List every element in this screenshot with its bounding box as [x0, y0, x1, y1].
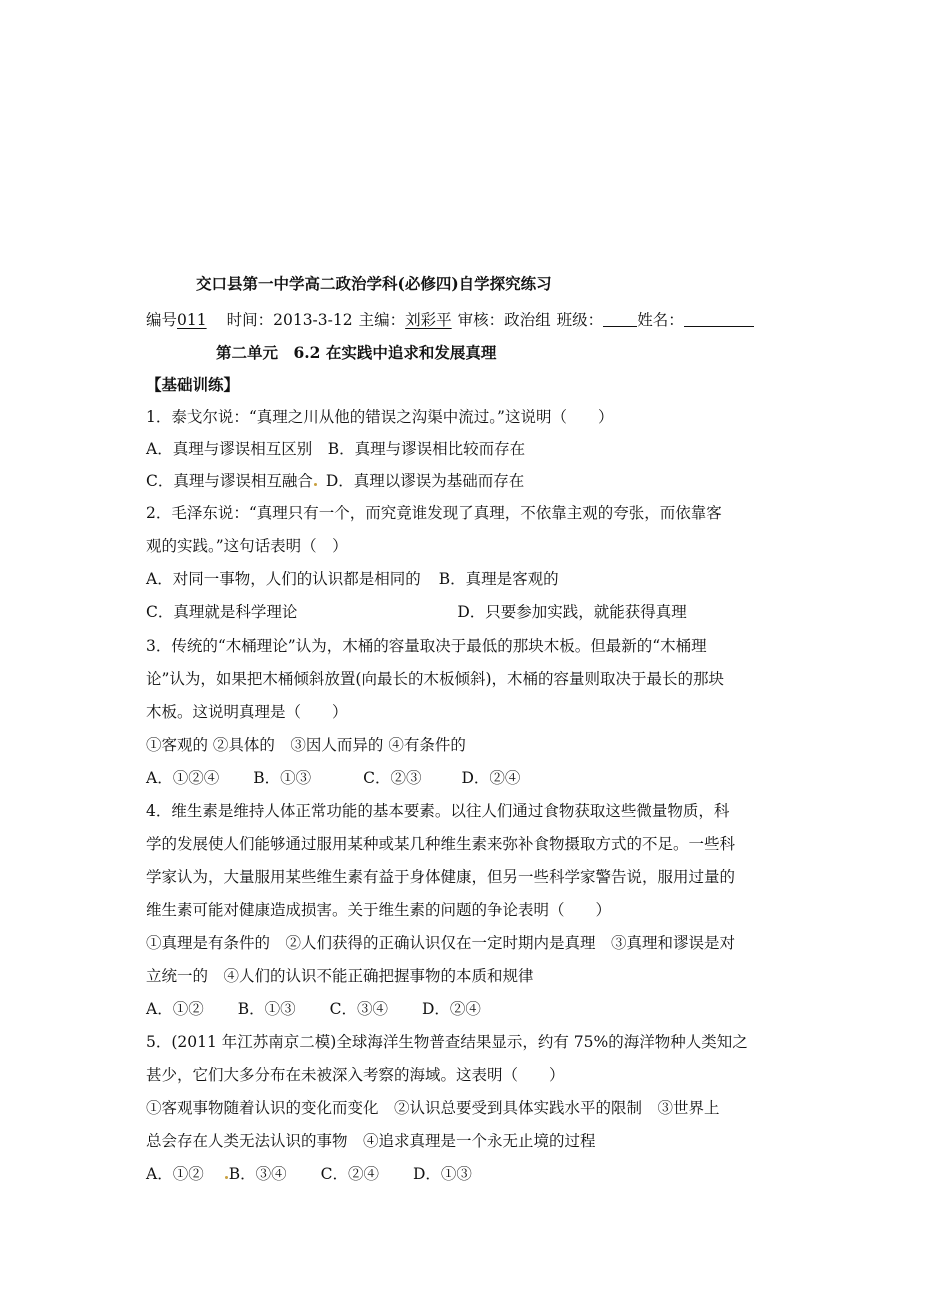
- q4-stem-line1: 4．维生素是维持人体正常功能的基本要素。以往人们通过食物获取这些微量物质，科: [146, 802, 730, 820]
- editor-value: 刘彩平: [405, 311, 452, 329]
- q1-option-c: C．真理与谬误相互融合: [146, 472, 313, 490]
- q5-option-c: C．②④: [320, 1165, 379, 1183]
- name-blank[interactable]: [684, 311, 754, 327]
- q5-options: [146, 1164, 816, 1184]
- q1-options-cd: [146, 471, 816, 491]
- editor-label: 主编：: [358, 311, 406, 329]
- number-label: 编号: [146, 311, 178, 329]
- q4-stem-line4: 维生素可能对健康造成损害。关于维生素的问题的争论表明（ ）: [146, 901, 612, 919]
- q2-stem-line2: 观的实践。”这句话表明（ ）: [146, 537, 348, 555]
- q3-option-c: C．②③: [363, 769, 422, 787]
- q2-options-ab: [146, 569, 816, 589]
- class-label: 班级：: [556, 311, 604, 329]
- q3-option-d: D．②④: [461, 769, 521, 787]
- number-value: 011: [177, 311, 207, 329]
- q3-stem-line2: 论”认为，如果把木桶倾斜放置(向最长的木板倾斜)，木桶的容量则取决于最长的那块: [146, 670, 725, 688]
- q4-option-d: D．②④: [421, 1000, 481, 1018]
- q3-stem-line1: 3．传统的“木桶理论”认为，木桶的容量取决于最低的那块木板。但最新的“木桶理: [146, 637, 707, 655]
- ink-dot: [225, 1176, 228, 1179]
- q4-option-b: B．①③: [237, 1000, 296, 1018]
- q4-option-c: C．③④: [329, 1000, 388, 1018]
- document-meta: [146, 310, 816, 330]
- q4-option-a: A．①②: [146, 1000, 204, 1018]
- q2-option-a: A．对同一事物，人们的认识都是相同的: [146, 570, 421, 588]
- ink-dot: [314, 483, 317, 486]
- q3-stem-line3: 木板。这说明真理是（ ）: [146, 703, 348, 721]
- q2-option-b: B．真理是客观的: [438, 570, 559, 588]
- q4-items-line2: 立统一的 ④人们的认识不能正确把握事物的本质和规律: [146, 967, 534, 985]
- q2-option-c: C．真理就是科学理论: [146, 603, 298, 621]
- q5-option-b: B．③④: [228, 1165, 287, 1183]
- q3-options: [146, 768, 816, 788]
- q3-option-a: A．①②④: [146, 769, 220, 787]
- q4-stem-line3: 学家认为，大量服用某些维生素有益于身体健康，但另一些科学家警告说，服用过量的: [146, 868, 736, 886]
- q4-stem-line2: 学的发展使人们能够通过服用某种或某几种维生素来弥补食物摄取方式的不足。一些科: [146, 835, 736, 853]
- q2-stem-line1: 2．毛泽东说：“真理只有一个，而究竟谁发现了真理，不依靠主观的夸张，而依靠客: [146, 504, 722, 522]
- q5-items-line2: 总会存在人类无法认识的事物 ④追求真理是一个永无止境的过程: [146, 1132, 596, 1150]
- q5-option-d: D．①③: [412, 1165, 472, 1183]
- unit-title: 第二单元 6.2 在实践中追求和发展真理: [216, 343, 497, 362]
- q1-options-ab: A．真理与谬误相互区别 B．真理与谬误相比较而存在: [146, 440, 526, 458]
- section-heading: 【基础训练】: [146, 375, 240, 394]
- document-title: 交口县第一中学高二政治学科(必修四)自学探究练习: [196, 274, 552, 293]
- q4-options: [146, 999, 816, 1019]
- q5-option-a: A．①②: [146, 1165, 204, 1183]
- q3-items: ①客观的 ②具体的 ③因人而异的 ④有条件的: [146, 736, 466, 754]
- time-text: 时间：2013-3-12: [226, 311, 353, 329]
- q5-stem-line2: 甚少，它们大多分布在未被深入考察的海域。这表明（ ）: [146, 1066, 565, 1084]
- class-blank[interactable]: [603, 311, 637, 327]
- q2-option-d: D．只要参加实践，就能获得真理: [457, 603, 687, 621]
- reviewer-text: 审核：政治组: [457, 311, 551, 329]
- q5-items-line1: ①客观事物随着认识的变化而变化 ②认识总要受到具体实践水平的限制 ③世界上: [146, 1099, 720, 1117]
- q3-option-b: B．①③: [253, 769, 312, 787]
- name-label: 姓名：: [637, 311, 684, 329]
- q5-stem-line1: 5．(2011 年江苏南京二模)全球海洋生物普查结果显示，约有 75%的海洋物种人类知之: [146, 1033, 748, 1051]
- q2-options-cd: [146, 602, 816, 622]
- q4-items-line1: ①真理是有条件的 ②人们获得的正确认识仅在一定时期内是真理 ③真理和谬误是对: [146, 934, 736, 952]
- q1-stem: 1．泰戈尔说：“真理之川从他的错误之沟渠中流过。”这说明（ ）: [146, 408, 614, 426]
- q1-option-d: D．真理以谬误为基础而存在: [325, 472, 525, 490]
